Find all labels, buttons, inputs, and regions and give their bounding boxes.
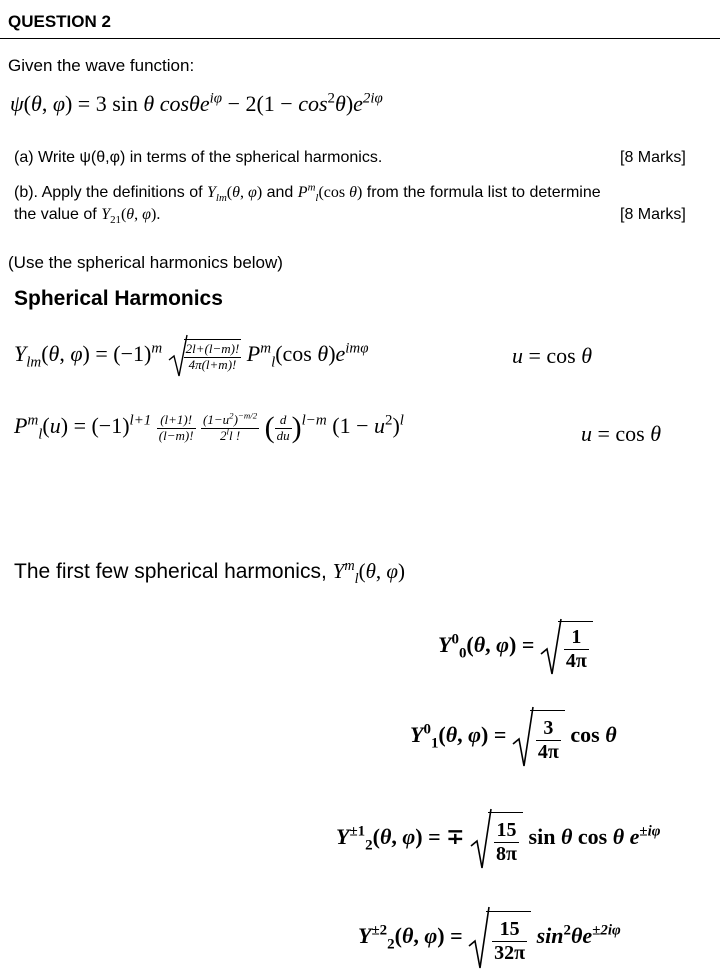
part-b-text-2: and — [266, 184, 294, 201]
part-b-text-3: from the formula list to determine — [366, 184, 601, 201]
harmonics-intro-text: The first few spherical harmonics, — [14, 560, 327, 583]
y00-denominator: 4π — [565, 650, 587, 672]
y21-equation: $Y^{\pm 1}_2(\theta$, φ) = ∓ $\frac{15}{8\pi}$ sin θ cos θ $e^{\pm i\varphi}$ — [336, 808, 660, 870]
part-b-text-1: (b). Apply the definitions of — [14, 184, 203, 201]
y10-denominator: 4π — [537, 741, 559, 763]
y21-fraction — [488, 812, 523, 866]
intro-text: Given the wave function: — [8, 56, 195, 75]
y00-numerator: 1 — [564, 626, 589, 650]
y22-equation: $Y^{\pm 2}_2(\theta$, φ) = $\frac{15}{32\pi}$ $\sin^2\theta e^{\pm 2i\varphi}$ — [358, 906, 621, 970]
part-b-line2: the value of $Y_{21}(\theta$, φ). — [14, 206, 161, 227]
y10-numerator: 3 — [536, 717, 561, 741]
y10-fraction — [530, 710, 565, 764]
y21-denominator: 8π — [496, 843, 518, 865]
y10-equation: $Y^0_1(\theta$, φ) = $\frac{3}{4\pi}$ cos θ — [410, 706, 617, 768]
y00-fraction — [558, 621, 593, 673]
y22-denominator: 32π — [494, 942, 526, 964]
question-title: QUESTION 2 — [8, 12, 111, 31]
part-b-line1: (b). Apply the definitions of $Y_{lm}(\theta$, φ) and $P^m_l(\cos$ θ) from the formula list to determine — [14, 181, 601, 205]
ylm-normalization-fraction: $\frac{2l+(l-m)!}{4\pi(l+m)!}$ — [185, 341, 240, 372]
part-a-text: (a) Write ψ(θ,φ) in terms of the spherical harmonics. — [14, 149, 383, 166]
note-text: (Use the spherical harmonics below) — [8, 253, 283, 272]
harmonics-intro: The first few spherical harmonics, $Y^m_l(\theta$, φ) — [14, 558, 406, 588]
ylm-definition: $Y_{lm}(\theta$, $\varphi) = (-1)^m$ $\frac{2l+(l-m)!}{4\pi(l+m)!}$ $P^m_l(\cos$ $\theta)e^{im\varphi}$ — [14, 334, 369, 378]
plm-factorial-fraction: $\frac{(l+1)!}{(l-m)!}$ — [158, 411, 194, 443]
title-divider — [0, 38, 720, 39]
y22-numerator: 15 — [492, 918, 527, 942]
y00-equation: $Y^0_0(\theta$, φ) = $\frac{1}{4\pi}$ — [438, 618, 593, 676]
section-heading: Spherical Harmonics — [14, 287, 223, 310]
part-b-marks: [8 Marks] — [620, 206, 686, 223]
y22-fraction — [486, 911, 531, 965]
part-b-text-4: the value of — [14, 206, 97, 223]
wave-function-equation: ψ(θ, φ) = 3 sin θ $\cos\theta e^{i\varphi} - 2(1 - \cos^2\theta)e^{2i\varphi}$ — [10, 90, 383, 116]
plm-definition: $P^m_l(u) = (-1)^{l+1}$ $\frac{(l+1)!}{(l-m)!}$ $\frac{(1-u^2)^{-m/2}}{2^ll !}$ ( $\frac{d}{du}$ )$^{l-m}$ $(1 - u^2)^l$ — [14, 410, 404, 444]
y21-numerator: 15 — [494, 819, 519, 843]
u-substitution-1: u = cos θ — [512, 343, 593, 368]
plm-derivative-fraction: $\frac{d}{du}$ — [276, 411, 290, 443]
plm-u-fraction: $\frac{(1-u^2)^{-m/2}}{2^ll !}$ — [203, 410, 258, 443]
part-a-marks: [8 Marks] — [620, 149, 686, 166]
u-substitution-2: u = cos θ — [581, 421, 662, 446]
